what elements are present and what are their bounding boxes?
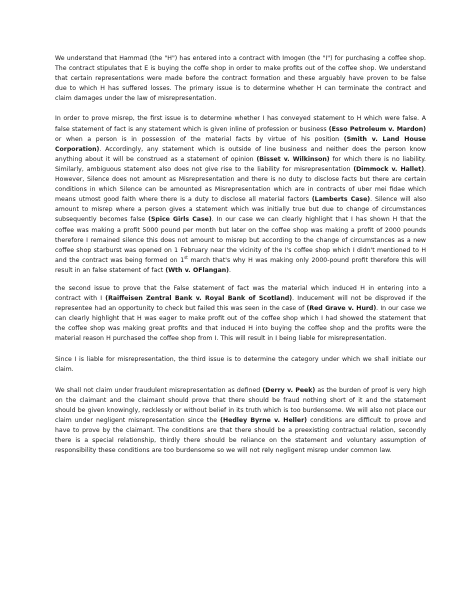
case-citation: (Lamberts Case) <box>311 196 371 204</box>
case-citation: (Derry v. Peek) <box>262 386 316 394</box>
paragraph-text: . Inducement will not be disproved if the representee had an opportunity to check but failed this was seen in the case of <box>55 295 426 313</box>
paragraph-text: In order to prove misrep, the first issue is to determine whether I has conveyed statement to H which were false. A false statement of fact is any statement which is given inline of profession or business <box>55 115 426 133</box>
paragraph-text: or when a person is in possession of the material facts by virtue of his position <box>55 135 344 143</box>
paragraph-text: . In our case we can clearly highlight that H was eager to make profit out of the coffee shop which I had showed the statement that the coffee shop was making great profits and that induced H into buying the coffee shop and the profits were the material reason H purchased the coffee shop from I. This will result in I being liable for misrepresentation. <box>55 305 426 343</box>
case-citation: (Hedley Byrne v. Heller) <box>220 417 307 424</box>
document-body <box>55 54 426 456</box>
paragraph-text: . <box>229 266 231 274</box>
paragraph-false-statement <box>55 114 426 276</box>
case-citation: (Spice Girls Case) <box>148 216 212 224</box>
paragraph-text: march that's why H was making only 2000-pound profit therefore this will result in an false statement of fact <box>55 256 426 274</box>
case-citation: (Red Grave v. Hurd) <box>306 305 377 313</box>
paragraph-intro <box>55 54 426 104</box>
paragraph-text: . Accordingly, any statement which is outside of line business and neither does the person know anything about it will be construed as a statement of opinion <box>55 145 426 163</box>
case-citation: (Raiffeisen Zentral Bank v. Royal Bank of Scotland) <box>105 295 293 303</box>
case-citation: (Smith v. Land House Corporation) <box>55 135 427 153</box>
paragraph-text: Since I is liable for misrepresentation, the third issue is to determine the category under which we shall initiate our claim. <box>55 355 426 373</box>
case-citation: (Dimmock v. Hallet) <box>353 165 425 173</box>
case-citation: (Wth v. OFlangan) <box>165 266 230 274</box>
paragraph-text: the second issue to prove that the False statement of fact was the material which induced H in entering into a contract with I <box>55 284 426 303</box>
paragraph-text: . Silence will also amount to misrep where a person gives a statement which was initially true but due to change of circumstances subsequently becomes false <box>55 196 426 224</box>
case-citation: (Esso Petroleum v. Mardon) <box>328 125 426 133</box>
paragraph-category <box>55 355 426 375</box>
paragraph-text: We understand that Hammad (the "H") has entered into a contract with Imogen (the "I") for purchasing a coffee shop. The contract stipulates that E is buying the coffe shop in order to make profits out of the coffee shop. We understand that certain representations were made before the contract formation and these arguably have proven to be false due to which H has suffered losses. The primary issue is to determine whether H can terminate the contract and claim damages under the law of misrepresentation. <box>55 55 426 103</box>
paragraph-text: We shall not claim under fraudulent misrepresentation as defined <box>55 386 263 394</box>
paragraph-text: conditions are difficult to prove and have to prove by the claimant. The conditions are that there should be a preexisting contractual relation, secondly there is a special relationship, thirdly there should be reliance on the statement and voluntary assumption of responsibility these conditions are too burdensome so we will not rely negligent misrep under common law. <box>55 417 426 455</box>
paragraph-inducement <box>55 284 426 345</box>
paragraph-claim-type <box>55 386 426 457</box>
case-citation: (Bisset v. Wilkinson) <box>256 155 330 163</box>
ordinal-suffix: st <box>184 254 188 260</box>
paragraph-text: . However, Silence does not amount as Misrepresentation and there is no duty to disclose facts but there are certain conditions in which Silence can be amounted as Misrepresentation which are in contracts of uber mei fidae which means utmost good faith where there is a duty to disclose all material factors <box>55 165 426 204</box>
paragraph-text: for which there is no liability. Similarly, ambiguous statement also does not give rise to the liability for misrepresentation <box>55 155 426 173</box>
paragraph-text: . In our case we can clearly highlight that I has shown H that the coffee was making a profit 5000 pound per month but later on the coffee shop was making a profit of 2000 pounds therefore I remained silence this does not amount to misrep but according to the change of circumstances as a new coffee shop starburst was opened on 1 February near the vicinity of the I's coffee shop which I didn't mentioned to H and the contract was being formed on 1 <box>55 216 427 264</box>
paragraph-text: as the burden of proof is very high on the claimant and the claimant should prove that there should be fraud nothing short of it and the statement should be given knowingly, recklessly or without belief in its truth which is too burdensome. We will also not place our claim under negligent misrepresentation since the <box>55 386 426 424</box>
